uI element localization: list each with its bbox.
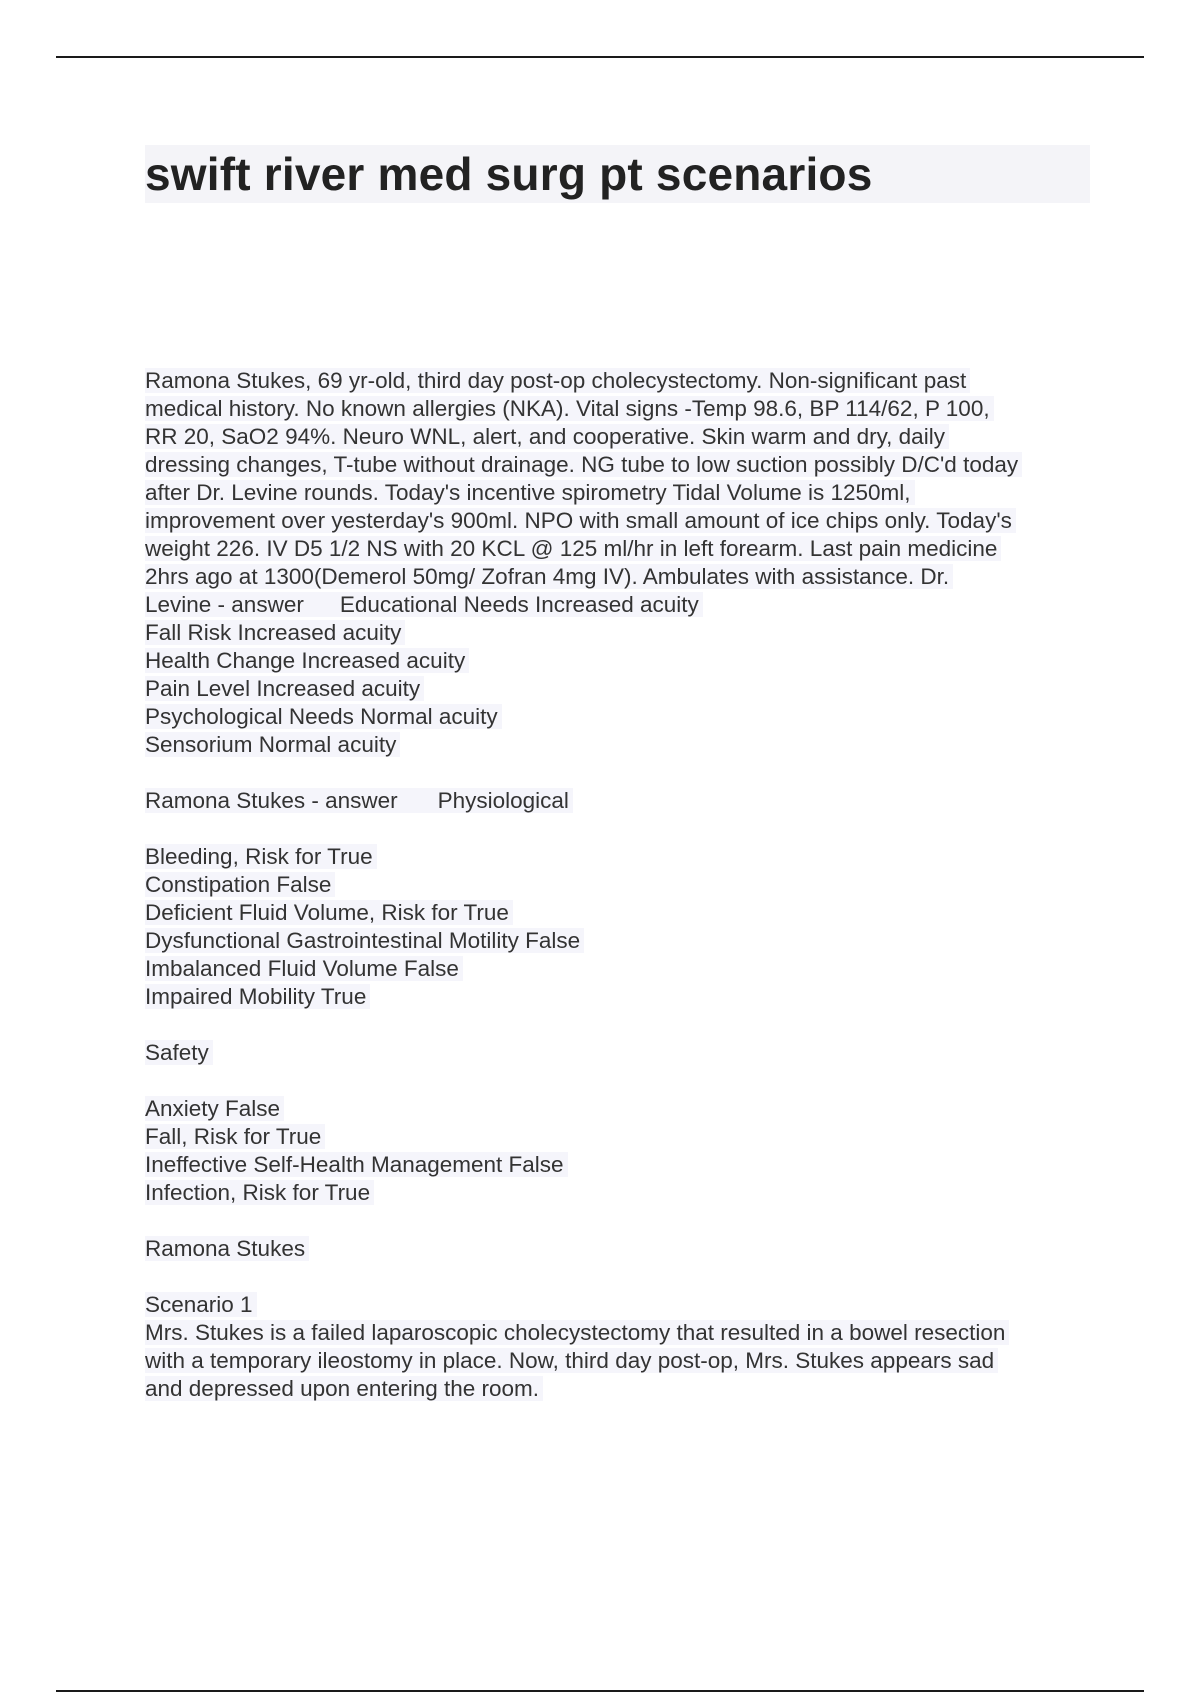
diagnosis-item: Impaired Mobility True [145, 984, 370, 1009]
intro-line: medical history. No known allergies (NKA). Vital signs -Temp 98.6, BP 114/62, P 100, [145, 396, 994, 421]
diagnosis-item: Constipation False [145, 872, 335, 897]
scenario-line: Mrs. Stukes is a failed laparoscopic cholecystectomy that resulted in a bowel resection [145, 1320, 1009, 1345]
acuity-item: Health Change Increased acuity [145, 648, 469, 673]
top-rule [56, 56, 1144, 58]
bottom-rule [56, 1690, 1144, 1692]
intro-line: Ramona Stukes, 69 yr-old, third day post-op cholecystectomy. Non-significant past [145, 368, 970, 393]
physiological-list [145, 843, 1095, 1011]
acuity-item: Psychological Needs Normal acuity [145, 704, 502, 729]
acuity-item: Educational Needs Increased acuity [339, 592, 699, 617]
document-body [145, 367, 1095, 1403]
acuity-list [145, 619, 1095, 759]
answer-label: Levine - answer [145, 592, 304, 617]
diagnosis-item: Fall, Risk for True [145, 1124, 325, 1149]
acuity-item: Fall Risk Increased acuity [145, 620, 405, 645]
scenario-line: with a temporary ileostomy in place. Now, third day post-op, Mrs. Stukes appears sad [145, 1348, 998, 1373]
acuity-item: Sensorium Normal acuity [145, 732, 400, 757]
safety-heading: Safety [145, 1040, 213, 1065]
intro-line: RR 20, SaO2 94%. Neuro WNL, alert, and cooperative. Skin warm and dry, daily [145, 424, 949, 449]
answer-label: Ramona Stukes - answer [145, 788, 398, 813]
safety-list [145, 1095, 1095, 1207]
scenario-line: and depressed upon entering the room. [145, 1376, 543, 1401]
diagnosis-item: Imbalanced Fluid Volume False [145, 956, 463, 981]
diagnosis-item: Anxiety False [145, 1096, 284, 1121]
category-heading: Physiological [437, 788, 569, 813]
scenario-block [145, 1291, 1095, 1403]
diagnosis-item: Deficient Fluid Volume, Risk for True [145, 900, 513, 925]
intro-line: after Dr. Levine rounds. Today's incentive spirometry Tidal Volume is 1250ml, [145, 480, 915, 505]
scenario-heading: Scenario 1 [145, 1292, 257, 1317]
intro-line: weight 226. IV D5 1/2 NS with 20 KCL @ 125 ml/hr in left forearm. Last pain medicine [145, 536, 1001, 561]
diagnosis-item: Infection, Risk for True [145, 1180, 374, 1205]
intro-paragraph [145, 367, 1095, 619]
diagnosis-item: Ineffective Self-Health Management False [145, 1152, 568, 1177]
diagnosis-item: Dysfunctional Gastrointestinal Motility False [145, 928, 584, 953]
diagnosis-item: Bleeding, Risk for True [145, 844, 377, 869]
intro-line: 2hrs ago at 1300(Demerol 50mg/ Zofran 4mg IV). Ambulates with assistance. Dr. [145, 564, 953, 589]
intro-line: improvement over yesterday's 900ml. NPO with small amount of ice chips only. Today's [145, 508, 1016, 533]
intro-line: dressing changes, T-tube without drainage. NG tube to low suction possibly D/C'd today [145, 452, 1022, 477]
patient-heading: Ramona Stukes [145, 1236, 309, 1261]
page-title: swift river med surg pt scenarios [145, 148, 873, 200]
acuity-item: Pain Level Increased acuity [145, 676, 424, 701]
